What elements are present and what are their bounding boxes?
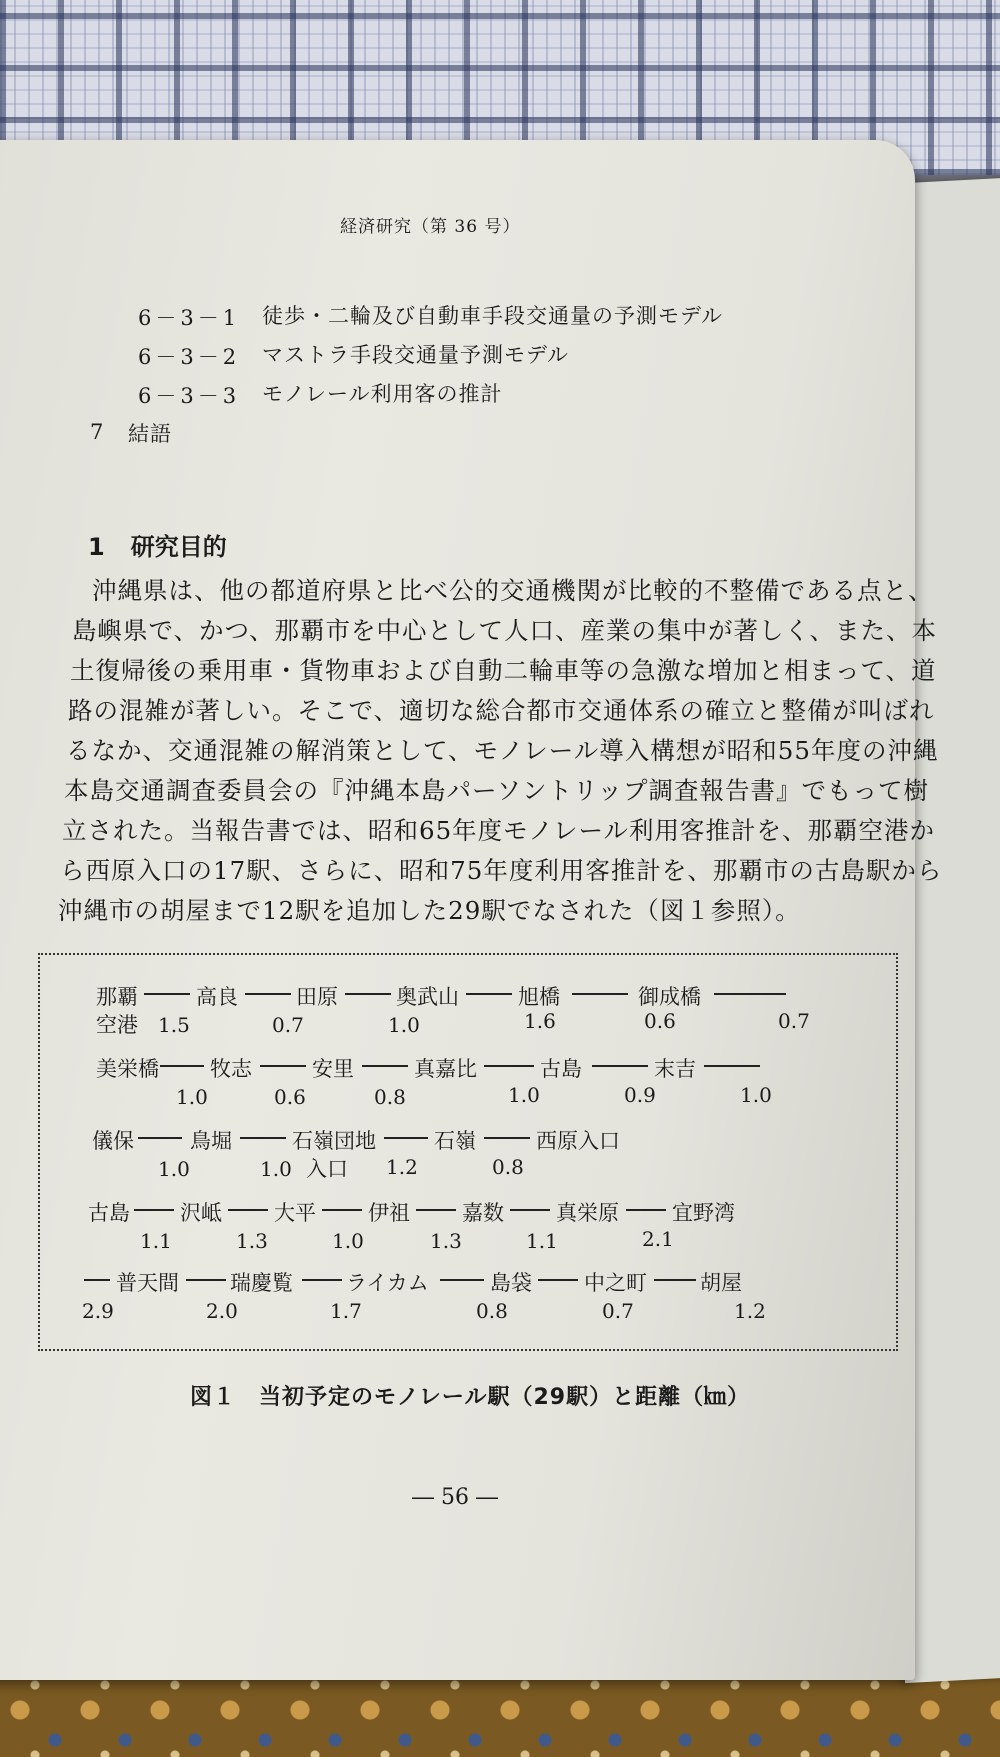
distance-label: 2.0 [206, 1299, 238, 1323]
figure-caption: 図１ 当初予定のモノレール駅（29駅）と距離（㎞） [190, 1385, 751, 1410]
distance-label: 1.5 [158, 1013, 190, 1037]
station-name: 普天間 [116, 1271, 179, 1295]
toc-item-number: 6－3－1 [138, 306, 241, 330]
line-segment [84, 1279, 110, 1281]
station-name: 石嶺 [434, 1129, 476, 1153]
paragraph-line: 沖縄市の胡屋まで12駅を追加した29駅でなされた（図１参照）。 [58, 896, 801, 925]
distance-label: 0.8 [492, 1155, 524, 1179]
line-segment [572, 993, 628, 995]
distance-label: 1.0 [332, 1229, 364, 1253]
line-segment [144, 993, 190, 995]
station-name: 島袋 [490, 1271, 532, 1295]
distance-label: 1.0 [740, 1083, 772, 1107]
line-segment [538, 1279, 578, 1281]
line-segment [362, 1065, 408, 1067]
toc-item-title: 徒歩・二輪及び自動車手段交通量の予測モデル [262, 304, 723, 328]
line-segment [484, 1065, 534, 1067]
line-segment [484, 1137, 530, 1139]
line-segment [626, 1209, 666, 1211]
distance-label: 1.2 [734, 1299, 766, 1323]
next-page-edge [905, 177, 1000, 1683]
station-name: 古島 [88, 1201, 130, 1225]
station-name: 牧志 [210, 1057, 252, 1081]
line-segment [510, 1209, 550, 1211]
line-segment [160, 1065, 204, 1067]
distance-label: 1.6 [524, 1009, 556, 1033]
station-name: 石嶺団地 [292, 1129, 376, 1153]
station-name: 沢岻 [180, 1201, 222, 1225]
line-segment [186, 1279, 226, 1281]
section-heading [88, 527, 227, 562]
distance-label: 1.3 [236, 1229, 268, 1253]
toc-item-title: モノレール利用客の推計 [262, 382, 503, 406]
line-segment [302, 1279, 342, 1281]
line-segment [466, 993, 512, 995]
paragraph-line: 沖縄県は、他の都道府県と比べ公的交通機関が比較的不整備である点と、 [92, 576, 934, 605]
station-name: 真嘉比 [414, 1057, 477, 1081]
station-name-sub: 入口 [306, 1157, 348, 1181]
distance-label: 1.1 [526, 1229, 558, 1253]
section-number: 1 [88, 533, 105, 561]
distance-label: 0.6 [644, 1009, 676, 1033]
station-name: 宜野湾 [672, 1201, 735, 1225]
distance-label: 1.0 [508, 1083, 540, 1107]
station-name: 旭橋 [518, 985, 560, 1009]
distance-label: 0.9 [624, 1083, 656, 1107]
station-name: 真栄原 [556, 1201, 619, 1225]
line-segment [138, 1137, 182, 1139]
page-number: ― 56 ― [412, 1485, 498, 1510]
station-name-sub: 空港 [96, 1013, 138, 1037]
line-segment [704, 1065, 760, 1067]
running-header: 経済研究（第 36 号） [340, 217, 521, 237]
line-segment [260, 1065, 306, 1067]
distance-label: 0.7 [602, 1299, 634, 1323]
distance-label: 1.0 [176, 1085, 208, 1109]
line-segment [345, 993, 391, 995]
toc-item-title: 結語 [128, 422, 172, 446]
line-segment [134, 1209, 174, 1211]
paragraph-line: 立された。当報告書では、昭和65年度モノレール利用客推計を、那覇空港か [62, 816, 935, 845]
station-name: 安里 [312, 1057, 354, 1081]
station-name: 大平 [274, 1201, 316, 1225]
station-name: 那覇 [96, 985, 138, 1009]
toc-item-number: 6－3－2 [138, 345, 241, 369]
distance-label: 2.1 [642, 1227, 674, 1251]
station-name: 末吉 [654, 1057, 696, 1081]
station-name: 儀保 [92, 1129, 134, 1153]
station-name: 御成橋 [638, 985, 701, 1009]
line-segment [714, 993, 786, 995]
line-segment [440, 1279, 484, 1281]
distance-label: 2.9 [82, 1299, 114, 1323]
station-name: 中之町 [584, 1271, 647, 1295]
toc-item-title: マストラ手段交通量予測モデル [262, 343, 569, 367]
station-name: 美栄橋 [96, 1057, 159, 1081]
distance-label: 0.8 [476, 1299, 508, 1323]
toc-item-number: 7 [90, 420, 108, 444]
toc-item-number: 6－3－3 [138, 384, 241, 408]
distance-label: 1.0 [260, 1157, 292, 1181]
distance-label: 0.7 [272, 1013, 304, 1037]
paragraph-line: 本島交通調査委員会の『沖縄本島パーソントリップ調査報告書』でもって樹 [64, 776, 930, 805]
station-name: 高良 [196, 985, 238, 1009]
line-segment [245, 993, 291, 995]
distance-label: 1.7 [330, 1299, 362, 1323]
line-segment [592, 1065, 648, 1067]
section-title: 研究目的 [130, 533, 227, 561]
station-name: 田原 [296, 985, 338, 1009]
station-name: 伊祖 [368, 1201, 410, 1225]
line-segment [240, 1137, 286, 1139]
line-segment [228, 1209, 268, 1211]
station-name: 胡屋 [700, 1271, 742, 1295]
paragraph-line: 土復帰後の乗用車・貨物車および自動二輪車等の急激な増加と相まって、道 [70, 656, 937, 685]
distance-label: 1.1 [140, 1229, 172, 1253]
paragraph-line: るなか、交通混雑の解消策として、モノレール導入構想が昭和55年度の沖縄 [66, 736, 939, 765]
station-name: 瑞慶覧 [230, 1271, 293, 1295]
distance-label: 0.8 [374, 1085, 406, 1109]
distance-label: 1.3 [430, 1229, 462, 1253]
station-name: 奥武山 [396, 985, 459, 1009]
figure-station-diagram [38, 953, 898, 1351]
distance-label: 1.2 [386, 1155, 418, 1179]
distance-label: 0.6 [274, 1085, 306, 1109]
station-name: ライカム [346, 1271, 429, 1295]
line-segment [322, 1209, 362, 1211]
paragraph-line: ら西原入口の17駅、さらに、昭和75年度利用客推計を、那覇市の古島駅から [60, 856, 943, 885]
line-segment [416, 1209, 456, 1211]
distance-label: 1.0 [158, 1157, 190, 1181]
line-segment [384, 1137, 428, 1139]
distance-label: 1.0 [388, 1013, 420, 1037]
station-name: 古島 [540, 1057, 582, 1081]
paragraph-line: 島嶼県で、かつ、那覇市を中心として人口、産業の集中が著しく、また、本 [72, 616, 938, 645]
paragraph-line: 路の混雑が著しい。そこで、適切な総合都市交通体系の確立と整備が叫ばれ [68, 696, 935, 725]
station-name: 鳥堀 [190, 1129, 232, 1153]
station-name: 西原入口 [536, 1129, 620, 1153]
station-name: 嘉数 [462, 1201, 504, 1225]
line-segment [654, 1279, 696, 1281]
distance-label: 0.7 [778, 1009, 810, 1033]
